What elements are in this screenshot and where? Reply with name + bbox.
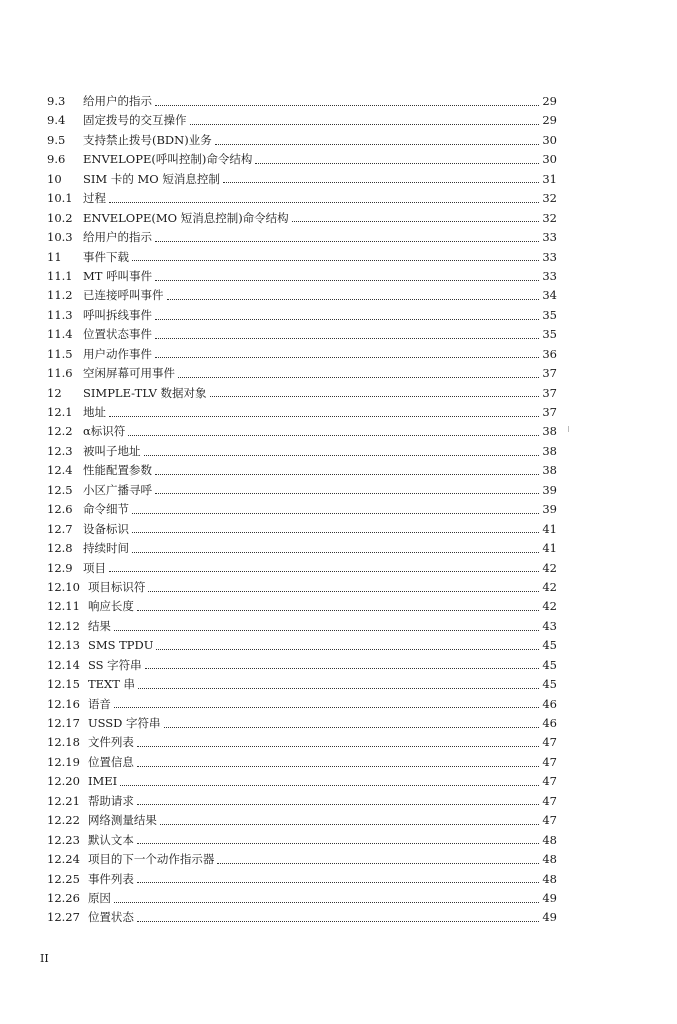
toc-entry-number: 11.5 [47, 346, 73, 361]
dot-leader [132, 259, 539, 261]
toc-entry-page: 38 [542, 443, 557, 458]
toc-entry [47, 578, 557, 597]
toc-entry-number: 9.3 [47, 94, 66, 108]
toc-entry [47, 811, 557, 830]
toc-entry-title: 位置状态 [87, 910, 134, 925]
toc-entry-page: 46 [542, 696, 557, 711]
dot-leader [155, 356, 539, 358]
toc-entry-number: 9.5 [47, 132, 66, 147]
toc-entry-page: 46 [542, 716, 557, 730]
toc-entry [47, 170, 557, 189]
toc-entry [47, 92, 557, 111]
toc-entry-number: 12.23 [47, 832, 80, 847]
toc-entry-title: 过程 [83, 191, 106, 206]
toc-entry-title: 地址 [83, 405, 106, 419]
toc-entry-number: 12.18 [47, 735, 80, 750]
toc-entry-page: 36 [542, 346, 557, 361]
toc-entry-title: 网络测量结果 [87, 813, 157, 828]
toc-entry-page: 45 [542, 677, 557, 692]
toc-entry-number: 12.13 [47, 638, 80, 653]
toc-entry-number: 12.24 [47, 852, 80, 867]
toc-entry-number: 10.1 [47, 191, 73, 206]
toc-entry [47, 714, 557, 733]
toc-entry [47, 442, 557, 461]
toc-entry [47, 597, 557, 616]
toc-entry-page: 47 [542, 735, 557, 750]
toc-entry-number: 12.1 [47, 405, 73, 419]
toc-entry-page: 39 [542, 502, 557, 517]
dot-leader [137, 609, 539, 611]
toc-entry-title: ENVELOPE(MO 短消息控制)命令结构 [83, 210, 289, 225]
dot-leader [137, 745, 539, 747]
dot-leader [128, 434, 539, 436]
toc-entry-title: 位置信息 [87, 754, 134, 769]
dot-leader [155, 473, 539, 475]
dot-leader [137, 765, 539, 767]
toc-entry-number: 12.27 [47, 910, 80, 925]
dot-leader [132, 512, 539, 514]
dot-leader [109, 570, 539, 572]
toc-entry [47, 753, 557, 772]
dot-leader [155, 492, 539, 494]
toc-entry [47, 422, 557, 441]
toc-entry [47, 209, 557, 228]
toc-entry [47, 345, 557, 364]
toc-entry [47, 384, 557, 403]
dot-leader [155, 104, 539, 106]
toc-entry-page: 37 [542, 385, 557, 400]
toc-entry-number: 11.6 [47, 366, 73, 381]
toc-entry-number: 9.6 [47, 152, 66, 167]
toc-entry-title: SIMPLE-TLV 数据对象 [83, 385, 207, 400]
toc-entry-number: 12.15 [47, 677, 80, 692]
dot-leader [217, 862, 539, 864]
toc-entry-page: 41 [542, 541, 557, 556]
dot-leader [114, 706, 539, 708]
dot-leader [155, 279, 539, 281]
toc-entry-page: 31 [542, 171, 557, 186]
toc-entry-title: 小区广播寻呼 [83, 482, 152, 497]
dot-leader [155, 240, 539, 242]
toc-entry-page: 33 [542, 268, 557, 283]
toc-entry-page: 49 [542, 910, 557, 925]
toc-entry [47, 403, 557, 422]
toc-entry-title: 原因 [87, 890, 111, 905]
toc-entry-title: 结果 [87, 618, 111, 633]
toc-entry-title: 给用户的指示 [83, 230, 152, 245]
toc-entry-number: 12.14 [47, 657, 80, 672]
toc-entry [47, 481, 557, 500]
toc-entry-title: 语音 [87, 696, 111, 711]
dot-leader [137, 803, 539, 805]
toc-entry [47, 111, 557, 130]
toc-entry-title: IMEI [87, 774, 118, 789]
toc-entry-title: 项目的下一个动作指示器 [87, 852, 215, 867]
toc-entry-title: 用户动作事件 [83, 346, 152, 361]
toc-entry [47, 500, 557, 519]
dot-leader [190, 123, 540, 125]
margin-mark [568, 426, 569, 432]
toc-entry-page: 34 [542, 288, 557, 303]
toc-entry [47, 733, 557, 752]
toc-entry-page: 39 [542, 482, 557, 497]
toc-entry-title: 位置状态事件 [83, 327, 152, 342]
toc-entry-number: 10.2 [47, 210, 73, 225]
toc-entry-page: 43 [542, 618, 557, 633]
toc-entry-page: 35 [542, 307, 557, 322]
toc-entry-number: 12.4 [47, 463, 73, 478]
toc-entry-page: 47 [542, 813, 557, 828]
toc-entry-page: 32 [542, 191, 557, 206]
toc-entry [47, 520, 557, 539]
toc-entry [47, 228, 557, 247]
dot-leader [120, 784, 539, 786]
toc-entry [47, 831, 557, 850]
toc-entry-title: 命令细节 [83, 502, 129, 517]
dot-leader [114, 629, 539, 631]
toc-entry-page: 45 [542, 638, 557, 653]
toc-entry-title: 呼叫拆线事件 [83, 307, 152, 322]
toc-entry [47, 248, 557, 267]
toc-entry-page: 30 [542, 152, 557, 167]
toc-entry-title: 被叫子地址 [83, 443, 141, 458]
toc-entry-title: USSD 字符串 [87, 716, 161, 730]
toc-entry-number: 10 [47, 171, 62, 186]
toc-entry-number: 12.25 [47, 871, 80, 886]
dot-leader [137, 881, 539, 883]
toc-entry-page: 38 [542, 463, 557, 478]
toc-entry-page: 38 [542, 424, 557, 439]
toc-entry-number: 12.8 [47, 541, 73, 556]
toc-entry-number: 12.6 [47, 502, 73, 517]
toc-entry-title: 空闲屏幕可用事件 [83, 366, 175, 381]
toc-entry-page: 45 [542, 657, 557, 672]
dot-leader [137, 920, 539, 922]
dot-leader [210, 395, 540, 397]
toc-entry-page: 47 [542, 793, 557, 808]
toc-entry [47, 617, 557, 636]
dot-leader [155, 337, 539, 339]
toc-entry [47, 870, 557, 889]
toc-entry [47, 772, 557, 791]
toc-entry-number: 12.5 [47, 482, 73, 497]
dot-leader [156, 648, 539, 650]
toc-entry-title: 帮助请求 [87, 793, 134, 808]
toc-entry-title: 持续时间 [83, 541, 129, 556]
toc-entry-title: 默认文本 [87, 832, 134, 847]
toc-entry [47, 850, 557, 869]
toc-entry-title: 文件列表 [87, 735, 134, 750]
toc-entry-number: 12.21 [47, 793, 80, 808]
dot-leader [137, 842, 539, 844]
toc-entry-page: 33 [542, 249, 557, 264]
toc-entry-number: 12 [47, 385, 62, 400]
toc-entry-number: 12.19 [47, 754, 80, 769]
toc-entry-page: 49 [542, 890, 557, 905]
dot-leader [160, 823, 539, 825]
toc-entry [47, 461, 557, 480]
dot-leader [114, 901, 539, 903]
toc-entry-number: 12.20 [47, 774, 80, 789]
toc-entry-title: 支持禁止拨号(BDN)业务 [83, 132, 212, 147]
dot-leader [138, 687, 539, 689]
toc-entry [47, 189, 557, 208]
toc-entry [47, 636, 557, 655]
toc-entry-title: 项目 [83, 560, 106, 575]
toc-entry-number: 12.3 [47, 443, 73, 458]
dot-leader [255, 162, 539, 164]
table-of-contents [47, 92, 557, 928]
dot-leader [164, 726, 540, 728]
toc-entry-number: 11.1 [47, 268, 73, 283]
toc-entry-page: 42 [542, 579, 557, 594]
toc-entry-page: 29 [542, 113, 557, 128]
toc-entry-number: 10.3 [47, 230, 73, 245]
toc-entry-page: 37 [542, 405, 557, 419]
dot-leader [215, 143, 540, 145]
toc-entry-page: 35 [542, 327, 557, 342]
toc-entry [47, 325, 557, 344]
toc-entry-page: 47 [542, 774, 557, 789]
dot-leader [145, 667, 540, 669]
toc-entry-number: 11.4 [47, 327, 73, 342]
dot-leader [148, 590, 539, 592]
dot-leader [178, 376, 539, 378]
toc-entry-title: 性能配置参数 [83, 463, 152, 478]
toc-entry-title: 项目标识符 [87, 579, 146, 594]
toc-entry-title: 给用户的指示 [83, 94, 152, 108]
toc-entry [47, 267, 557, 286]
toc-entry-number: 12.12 [47, 618, 80, 633]
toc-entry-title: MT 呼叫事件 [83, 268, 153, 283]
toc-entry-page: 48 [542, 832, 557, 847]
dot-leader [132, 531, 539, 533]
toc-entry-number: 12.7 [47, 521, 73, 536]
toc-entry-title: TEXT 串 [87, 677, 136, 692]
dot-leader [144, 454, 540, 456]
toc-entry-number: 11 [47, 249, 62, 264]
toc-entry [47, 306, 557, 325]
toc-entry-page: 30 [542, 132, 557, 147]
toc-entry-page: 48 [542, 852, 557, 867]
dot-leader [155, 318, 539, 320]
toc-entry-title: SS 字符串 [87, 657, 142, 672]
toc-entry [47, 364, 557, 383]
toc-entry [47, 675, 557, 694]
toc-entry-number: 12.16 [47, 696, 80, 711]
toc-entry-number: 12.10 [47, 579, 80, 594]
toc-entry-title: 响应长度 [87, 599, 134, 614]
toc-entry-title: 事件下载 [83, 249, 129, 264]
toc-entry-title: 设备标识 [83, 521, 129, 536]
toc-entry [47, 286, 557, 305]
toc-entry-page: 32 [542, 210, 557, 225]
toc-entry-title: SMS TPDU [87, 638, 154, 653]
toc-entry-number: 12.11 [47, 599, 80, 614]
toc-entry-number: 12.9 [47, 560, 73, 575]
toc-entry-page: 42 [542, 599, 557, 614]
toc-entry-title: ENVELOPE(呼叫控制)命令结构 [83, 152, 253, 167]
toc-entry-title: 已连接呼叫事件 [83, 288, 164, 303]
toc-entry [47, 559, 557, 578]
dot-leader [292, 220, 540, 222]
toc-entry-number: 12.2 [47, 424, 73, 439]
toc-entry [47, 539, 557, 558]
toc-entry-title: 事件列表 [87, 871, 134, 886]
toc-entry-number: 11.3 [47, 307, 73, 322]
toc-entry [47, 695, 557, 714]
toc-entry-page: 42 [542, 560, 557, 575]
dot-leader [109, 415, 539, 417]
dot-leader [109, 201, 539, 203]
toc-entry-page: 29 [542, 94, 557, 108]
toc-entry [47, 792, 557, 811]
toc-entry-number: 12.22 [47, 813, 80, 828]
page-number: II [40, 952, 49, 965]
toc-entry-title: α标识符 [83, 424, 126, 439]
toc-entry-number: 12.17 [47, 716, 80, 730]
toc-entry [47, 908, 557, 927]
toc-entry-page: 47 [542, 754, 557, 769]
dot-leader [167, 298, 540, 300]
toc-entry-number: 9.4 [47, 113, 66, 128]
toc-entry [47, 150, 557, 169]
toc-entry [47, 889, 557, 908]
toc-entry [47, 656, 557, 675]
toc-entry-page: 37 [542, 366, 557, 381]
toc-entry-title: 固定拨号的交互操作 [83, 113, 187, 128]
toc-entry-number: 11.2 [47, 288, 73, 303]
toc-entry-number: 12.26 [47, 890, 80, 905]
toc-entry-page: 33 [542, 230, 557, 245]
toc-entry-title: SIM 卡的 MO 短消息控制 [83, 171, 220, 186]
toc-entry-page: 48 [542, 871, 557, 886]
toc-entry [47, 131, 557, 150]
toc-entry-page: 41 [542, 521, 557, 536]
dot-leader [223, 181, 539, 183]
dot-leader [132, 551, 539, 553]
